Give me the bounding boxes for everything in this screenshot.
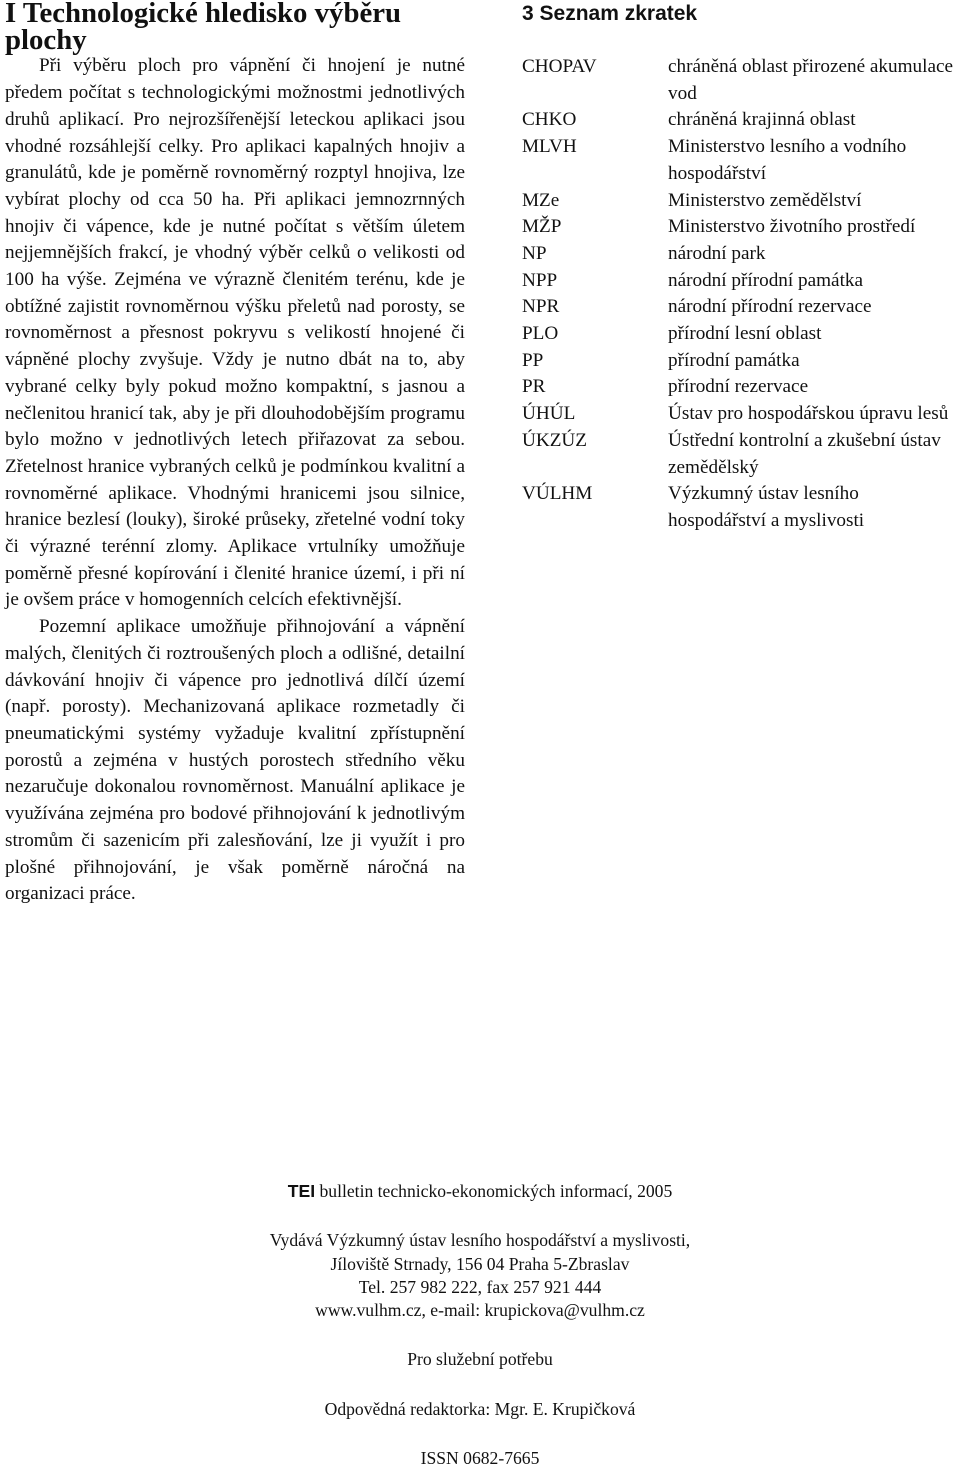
abbr-code: NP bbox=[522, 242, 547, 264]
abbr-meaning: Výzkumný ústav lesního hospodářství a myslivosti bbox=[668, 483, 865, 531]
abbr-row bbox=[522, 401, 960, 428]
abbr-row bbox=[522, 134, 960, 187]
abbr-row bbox=[522, 321, 960, 348]
abbr-code: PP bbox=[522, 349, 544, 371]
abbr-row bbox=[522, 374, 960, 401]
abbr-code: ÚHÚL bbox=[522, 403, 576, 425]
abbr-row bbox=[522, 214, 960, 241]
abbr-meaning: přírodní památka bbox=[668, 349, 800, 371]
tei-description: bulletin technicko-ekonomických informací, 2005 bbox=[319, 1181, 673, 1201]
abbr-row bbox=[522, 188, 960, 215]
abbr-meaning: přírodní rezervace bbox=[668, 376, 809, 398]
abbr-row bbox=[522, 54, 960, 107]
abbr-row bbox=[522, 241, 960, 268]
abbr-row bbox=[522, 268, 960, 295]
abbr-meaning: národní přírodní památka bbox=[668, 269, 864, 291]
abbr-row bbox=[522, 428, 960, 481]
phone-line: Tel. 257 982 222, fax 257 921 444 bbox=[358, 1276, 602, 1297]
web-email-line: www.vulhm.cz, e-mail: krupickova@vulhm.cz bbox=[315, 1300, 645, 1321]
tei-line bbox=[0, 1180, 960, 1203]
abbr-row bbox=[522, 107, 960, 134]
abbr-meaning: Ministerstvo životního prostředí bbox=[668, 216, 916, 238]
abbr-meaning: přírodní lesní oblast bbox=[668, 323, 822, 345]
abbr-code: CHKO bbox=[522, 109, 577, 131]
tei-mark: TEI bbox=[287, 1181, 316, 1201]
main-text-column bbox=[5, 0, 465, 908]
address-line: Jíloviště Strnady, 156 04 Praha 5-Zbraslav bbox=[330, 1253, 630, 1274]
editor-line: Odpovědná redaktorka: Mgr. E. Krupičková bbox=[324, 1398, 636, 1419]
abbr-meaning: národní přírodní rezervace bbox=[668, 296, 872, 318]
abbr-meaning: národní park bbox=[668, 242, 766, 264]
abbr-row bbox=[522, 481, 960, 534]
abbr-meaning: Ústav pro hospodářskou úpravu lesů bbox=[668, 403, 949, 425]
abbr-meaning: Ministerstvo zemědělství bbox=[668, 189, 862, 211]
abbreviations-title: 3 Seznam zkratek bbox=[522, 2, 698, 25]
abbr-meaning: Ministerstvo lesního a vodního hospodářství bbox=[668, 136, 907, 184]
abbr-code: CHOPAV bbox=[522, 56, 597, 77]
publisher-line: Vydává Výzkumný ústav lesního hospodářství a myslivosti, bbox=[269, 1230, 691, 1251]
abbr-row bbox=[522, 348, 960, 375]
colophon bbox=[0, 1180, 960, 1470]
paragraph-aerial-application: Při výběru ploch pro vápnění či hnojení je nutné předem počítat s technologickými možnostmi jednotlivých druhů aplikací. Pro nejrozšířenější leteckou aplikaci jsou vhodné rozsáhlejší celky. Pro aplikaci kapalných hnojiv a granulátů, kde je poměrně rovnoměrný rozptyl hnojiva, lze vybírat plochy od cca 50 ha. Při aplikaci jemnozrnných hnojiv či vápence, kde je nutné počítat s větším úletem nejjemnějších frakcí, je vhodný výběr celků o velikosti od 100 ha výše. Zejména ve výrazně členitém terénu, kde je obtížné zajistit rovnoměrnou výšku přeletů nad porosty, se rovnoměrnost a přesnost pokryvu s velikostí hnojené či vápněné plochy zvyšuje. Vždy je nutno dbát na to, aby vybrané celky byly pokud možno kompaktní, s jasnou a nečlenitou hranicí tak, aby je při dlouhodobějším programu bylo možno v jednotlivých letech přiřazovat za sebou. Zřetelnost hranice vybraných celků je podmínkou kvalitní a rovnoměrné aplikace. Vhodnými hranicemi jsou silnice, hranice bezlesí (louky), široké průseky, zřetelné vodní toky či výrazné terénní zlomy. Aplikace vrtulníky umožňuje poměrně přesné kopírování i členité hranice území, i při ní je ovšem práce v homogenních celcích efektivnější. bbox=[5, 55, 465, 611]
abbr-code: MLVH bbox=[522, 136, 577, 158]
abbr-code: VÚLHM bbox=[522, 483, 593, 505]
abbr-code: PR bbox=[522, 376, 546, 398]
abbr-meaning: Ústřední kontrolní a zkušební ústav zemědělský bbox=[668, 429, 941, 478]
issn-line: ISSN 0682-7665 bbox=[420, 1448, 540, 1469]
publisher-block bbox=[0, 1229, 960, 1322]
abbreviations-list bbox=[522, 54, 960, 535]
abbr-row bbox=[522, 294, 960, 321]
abbr-code: NPR bbox=[522, 296, 560, 318]
abbr-code: PLO bbox=[522, 323, 559, 345]
abbr-code: MŽP bbox=[522, 216, 562, 238]
abbreviations-section bbox=[522, 0, 960, 535]
abbr-code: NPP bbox=[522, 269, 558, 291]
abbr-code: MZe bbox=[522, 189, 560, 211]
abbr-meaning: chráněná oblast přirozené akumulace vod bbox=[668, 56, 954, 104]
usage-note: Pro služební potřebu bbox=[407, 1349, 553, 1370]
abbr-meaning: chráněná krajinná oblast bbox=[668, 109, 856, 131]
paragraph-ground-application: Pozemní aplikace umožňuje přihnojování a vápnění malých, členitých či roztroušených ploch a odlišné, detailní dávkování hnojiv či vápence pro jednotlivá dílčí území (např. porosty). Mechanizovaná aplikace rozmetadly či pneumatickými systémy vyžaduje kvalitní zpřístupnění porostů a zejména v hustých porostech středního věku nezaručuje dokonalou rovnoměrnost. Manuální aplikace je využívána zejména pro bodové přihnojování k jednotlivým stromům či sazenicím při zalesňování, lze ji využít i pro plošné přihnojování, je však poměrně náročná na organizaci práce. bbox=[5, 616, 465, 905]
abbr-code: ÚKZÚZ bbox=[522, 429, 588, 451]
section-heading: I Technologické hledisko výběru plochy bbox=[5, 0, 402, 56]
